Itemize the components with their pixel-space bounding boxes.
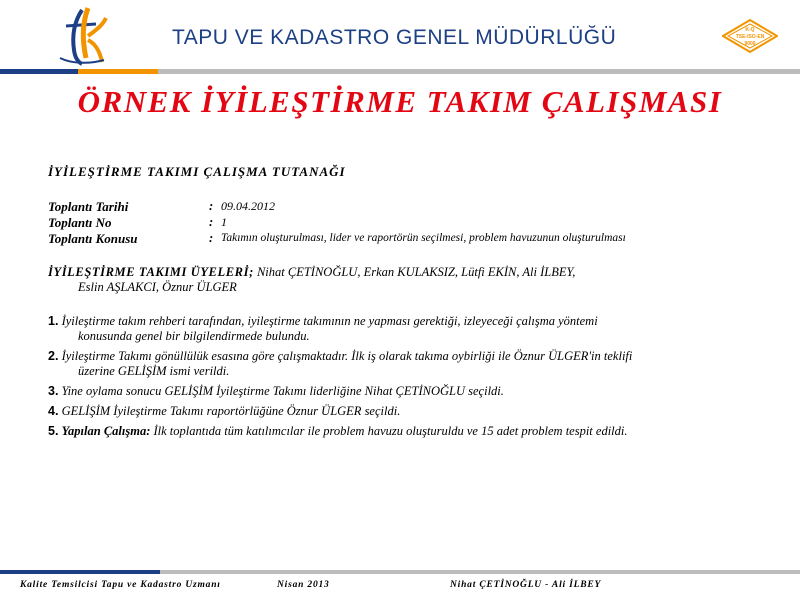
- page-title: ÖRNEK İYİLEŞTİRME TAKIM ÇALIŞMASI: [77, 84, 723, 119]
- list-item: [48, 424, 768, 439]
- meta-row: [48, 231, 768, 247]
- footer-date: Nisan 2013: [277, 580, 330, 590]
- document-heading: İYİLEŞTİRME TAKIMI ÇALIŞMA TUTANAĞI: [48, 164, 346, 179]
- item-text: İyileştirme Takımı gönüllülük esasına göre çalışmaktadır. İlk iş olarak takıma oybirliği ile Öznur ÜLGER'in teklifi: [61, 349, 633, 363]
- meta-value: 1: [221, 215, 227, 229]
- item-text: GELİŞİM İyileştirme Takımı raportörlüğüne Öznur ÜLGER seçildi.: [61, 404, 401, 418]
- item-text: İyileştirme takım rehberi tarafından, iyileştirme takımının ne yapması gerektiği, izleyeceği çalışma yöntemi: [61, 314, 598, 328]
- item-number: 2.: [48, 349, 59, 363]
- meta-value: Takımın oluşturulması, lider ve raportörün seçilmesi, problem havuzunun oluşturulması: [221, 232, 626, 244]
- footer-authors: Nihat ÇETİNOĞLU - Ali İLBEY: [450, 580, 602, 590]
- list-item: [48, 349, 768, 379]
- item-text: İlk toplantıda tüm katılımcılar ile problem havuzu oluşturuldu ve 15 adet problem tespit edildi.: [153, 424, 628, 438]
- item-text: Yine oylama sonucu GELİŞİM İyileştirme Takımı liderliğine Nihat ÇETİNOĞLU seçildi.: [61, 384, 504, 398]
- meta-value: 09.04.2012: [221, 199, 275, 213]
- list-item: [48, 384, 768, 399]
- item-number: 1.: [48, 314, 59, 328]
- members-line-1: Nihat ÇETİNOĞLU, Erkan KULAKSIZ, Lütfi EKİN, Ali İLBEY,: [256, 265, 576, 279]
- item-number: 5.: [48, 424, 59, 438]
- footer-rule: [0, 570, 800, 574]
- item-number: 4.: [48, 404, 59, 418]
- meta-key: Toplantı Tarihi: [48, 199, 129, 214]
- cert-line-1: K-Q: [745, 27, 755, 33]
- meta-row: [48, 215, 768, 231]
- meta-colon: :: [209, 231, 214, 245]
- list-item: [48, 314, 768, 344]
- certification-badge-icon: [722, 19, 778, 53]
- team-members: [48, 265, 768, 295]
- list-item: [48, 404, 768, 419]
- org-title: TAPU VE KADASTRO GENEL MÜDÜRLÜĞÜ: [172, 26, 617, 49]
- meeting-minutes: [48, 164, 768, 444]
- item-label: Yapılan Çalışma:: [61, 424, 151, 438]
- footer: [0, 570, 800, 600]
- minutes-items: [48, 314, 768, 439]
- item-text-cont: konusunda genel bir bilgilendirmede bulundu.: [78, 329, 310, 343]
- meta-key: Toplantı No: [48, 215, 112, 230]
- cert-line-3: 9000: [744, 41, 756, 47]
- item-number: 3.: [48, 384, 59, 398]
- tk-logo-icon: [52, 6, 108, 66]
- members-label: İYİLEŞTİRME TAKIMI ÜYELERİ;: [48, 265, 254, 279]
- members-line-2: Eslin AŞLAKCI, Öznur ÜLGER: [78, 280, 237, 294]
- meta-row: [48, 199, 768, 215]
- header: [0, 0, 800, 70]
- meta-colon: :: [209, 199, 214, 213]
- meta-colon: :: [209, 215, 214, 229]
- item-text-cont: üzerine GELİŞİM ismi verildi.: [78, 364, 230, 378]
- meta-key: Toplantı Konusu: [48, 231, 138, 246]
- header-stripes: [0, 69, 800, 74]
- footer-left-text: Kalite Temsilcisi Tapu ve Kadastro Uzmanı: [20, 580, 221, 590]
- cert-line-2: TSE-ISO-EN: [735, 34, 765, 40]
